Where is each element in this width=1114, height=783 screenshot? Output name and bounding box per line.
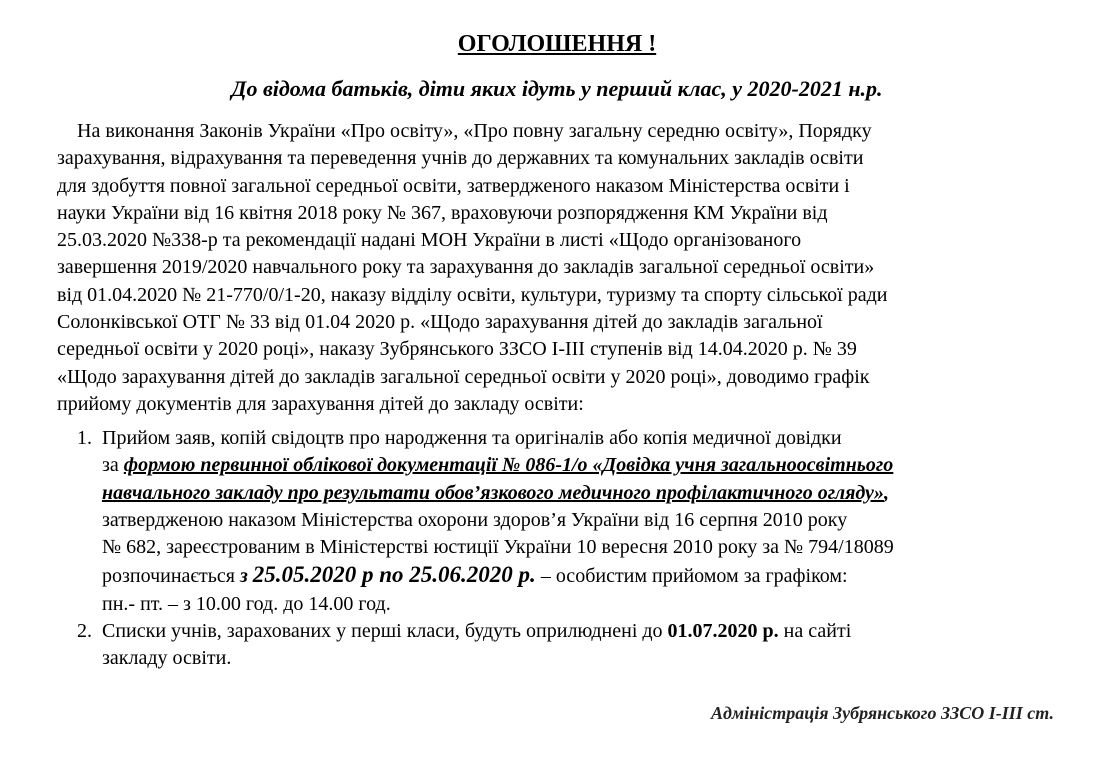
intro-line: середньої освіти у 2020 році», наказу Зубрянського ЗЗСО І-ІІІ ступенів від 14.04.2020 р. № 39 (57, 338, 857, 361)
intro-line: прийому документів для зарахування дітей до закладу освіти: (57, 392, 584, 415)
list-item (57, 618, 1067, 673)
item-line (102, 452, 1067, 479)
intro-line: завершення 2019/2020 навчального року та зарахування до закладів загальної середньої освіти» (57, 256, 875, 279)
intro-paragraph (57, 118, 1067, 418)
item-line: Прийом заяв, копій свідоцтв про народження та оригіналів або копія медичної довідки (102, 427, 842, 449)
item-line (102, 618, 1067, 645)
list-item-number: 2. (77, 620, 92, 643)
intro-line: для здобуття повної загальної середньої освіти, затвердженого наказом Міністерства освіти і (57, 174, 850, 197)
item-text: за (102, 454, 124, 477)
signature: Адміністрація Зубрянського ЗЗСО І-ІІІ ст. (710, 703, 1054, 723)
item-text: розпочинається (102, 565, 240, 588)
item-line (102, 561, 1067, 590)
intro-line: Солонківської ОТГ № 33 від 01.04 2020 р. «Щодо зарахування дітей до закладів загальної (57, 311, 823, 334)
item-line: пн.- пт. – з 10.00 год. до 14.00 год. (102, 592, 391, 615)
date-range: 25.05.2020 р по 25.06.2020 р. (252, 562, 536, 588)
item-text: , (883, 481, 889, 504)
item-text: на сайті (778, 620, 852, 643)
date-range-prefix: з (239, 565, 253, 588)
intro-line: «Щодо зарахування дітей до закладів загальної середньої освіти у 2020 році», доводимо графік (57, 365, 870, 388)
item-text: Списки учнів, зарахованих у перші класи, будуть оприлюднені до (102, 620, 668, 643)
announcement-title: ОГОЛОШЕННЯ ! (457, 31, 657, 57)
item-line: затвердженою наказом Міністерства охорони здоров’я України від 16 серпня 2010 року (102, 508, 848, 531)
medical-form-link[interactable]: формою первинної облікової документації № 086-1/о «Довідка учня загальноосвітнього (123, 454, 894, 477)
medical-form-link-cont[interactable]: навчального закладу про результати обов’язкового медичного профілактичного огляду» (102, 481, 884, 504)
publish-date: 01.07.2020 р. (667, 620, 779, 643)
list-item-number: 1. (77, 427, 92, 449)
schedule-list (57, 425, 1067, 673)
item-line (102, 480, 1067, 507)
intro-line: зарахування, відрахування та переведення учнів до державних та комунальних закладів освіти (57, 147, 864, 170)
item-line: № 682, зареєстрованим в Міністерстві юстиції України 10 вересня 2010 року за № 794/18089 (102, 536, 894, 559)
list-item (57, 425, 1067, 618)
item-line: закладу освіти. (102, 647, 232, 670)
intro-line: від 01.04.2020 № 21-770/0/1-20, наказу відділу освіти, культури, туризму та спорту сільської ради (57, 283, 888, 306)
intro-line: На виконання Законів України «Про освіту», «Про повну загальну середню освіту», Порядку (77, 120, 872, 142)
announcement-subtitle: До відома батьків, діти яких ідуть у перший клас, у 2020-2021 н.р. (231, 76, 883, 101)
intro-line: 25.03.2020 №338-р та рекомендації надані МОН України в листі «Щодо організованого (57, 229, 802, 252)
item-text: – особистим прийомом за графіком: (535, 565, 848, 588)
intro-line: науки України від 16 квітня 2018 року № 367, враховуючи розпорядження КМ України від (57, 201, 828, 224)
